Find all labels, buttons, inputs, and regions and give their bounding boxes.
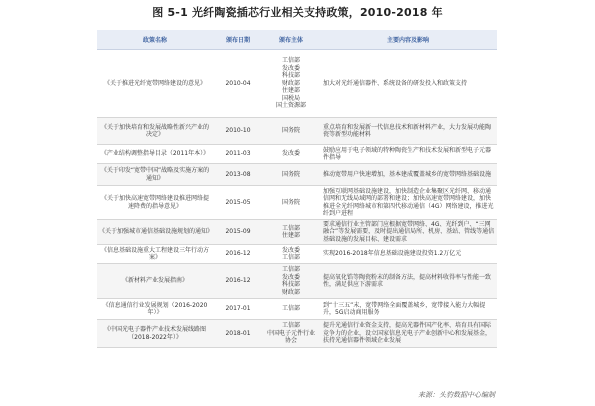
authority-name: 国务院 (281, 198, 300, 206)
header-authority: 颁布主体 (263, 30, 319, 50)
policy-name-cell: 《关于推进光纤宽带网络建设的意见》 (97, 50, 213, 118)
authority-name: 工信部 (281, 305, 300, 313)
policy-name-cell: 《关于印发“宽带中国”战略及实施方案的通知》 (97, 164, 213, 186)
table-row (97, 245, 497, 264)
table-row (97, 186, 497, 220)
date-cell: 2011-03 (213, 145, 263, 164)
authority-name: 科技部 (281, 72, 300, 80)
content-cell: 鼓励应用于电子领域的特种陶瓷生产和技术发展和新型电子元器件指导 (319, 145, 497, 164)
authority-name: 国务院 (281, 170, 300, 178)
policy-name-cell: 《信息基础设施重大工程建设三年行动方案》 (97, 245, 213, 264)
figure-title: 图 5-1 光纤陶瓷插芯行业相关支持政策，2010-2018 年 (152, 6, 443, 19)
content-cell: 加大对光纤通信器件、系统设备的研发投入和政策支持 (319, 50, 497, 118)
authority-cell (263, 245, 319, 264)
authority-cell (263, 118, 319, 145)
content-cell: 加强互联网基础设施建设，加快制造企业集聚区光纤网、移动通信网和无线局域网的部署和建设；加快高速宽带网络建设，加快推进全光纤网络城市和第四代移动通信（4G）网络建设，推进光纤到户进程 (319, 186, 497, 220)
policy-name-cell: 《新材料产业发展指南》 (97, 264, 213, 299)
authority-name: 中国电子元件行业协会 (266, 329, 315, 345)
authority-name: 国税局 (281, 94, 300, 102)
date-cell: 2010-04 (213, 50, 263, 118)
content-cell: 提升光通信行业资金支持，提高光器件国产化率、培育具有国际竞争力的企业，设立国家信息光电子产业创新中心和发展基金，扶持光通信器件领域企业发展 (319, 320, 497, 348)
authority-cell (263, 145, 319, 164)
authority-name: 住建部 (281, 87, 300, 95)
authority-name: 住建部 (281, 232, 300, 239)
authority-cell (263, 264, 319, 299)
authority-name: 工信部 (281, 322, 300, 330)
table-header-row (97, 30, 497, 50)
authority-name: 工信部 (281, 224, 300, 232)
table-row (97, 220, 497, 245)
header-policy-name: 政策名称 (97, 30, 213, 50)
authority-name: 财政部 (281, 288, 300, 296)
table-row (97, 50, 497, 118)
content-cell: 要求通信行业主管部门应根据宽带网络、4G、光纤到户、“三网融合”等发展需要，及时提出通信局所、机房、基站、管线等通信基础设施的发展目标、建设需求 (319, 220, 497, 245)
table-row (97, 164, 497, 186)
authority-cell (263, 320, 319, 348)
policy-name-cell: 《产业结构调整指导目录（2011年本）》 (97, 145, 213, 164)
table-row (97, 299, 497, 320)
policy-name-cell: 《关于加快培育和发展战略性新兴产业的决定》 (97, 118, 213, 145)
content-cell: 到“十三五”末，宽带网络全面覆盖城乡，宽带接入能力大幅提升，5G启动商用服务 (319, 299, 497, 320)
source-note: 来源：头豹数据中心编制 (418, 391, 495, 399)
authority-name: 发改委 (281, 273, 300, 281)
date-cell: 2015-05 (213, 186, 263, 220)
table-row (97, 320, 497, 348)
header-content: 主要内容及影响 (319, 30, 497, 50)
table-row (97, 264, 497, 299)
authority-cell (263, 299, 319, 320)
date-cell: 2013-08 (213, 164, 263, 186)
policy-table (97, 30, 497, 348)
header-date: 颁布日期 (213, 30, 263, 50)
content-cell: 推动宽带用户快速增加，基本建成覆盖城乡的宽带网络基础设施 (319, 164, 497, 186)
policy-name-cell: 《关于加快高速宽带网络建设推进网络提速降费的指导意见》 (97, 186, 213, 220)
authority-name: 国务院 (281, 127, 300, 135)
date-cell: 2016-12 (213, 264, 263, 299)
content-cell: 重点培育和发展新一代信息技术和新材料产业，大力发展功能陶瓷等新型功能材料 (319, 118, 497, 145)
authority-cell (263, 50, 319, 118)
authority-name: 财政部 (281, 79, 300, 87)
policy-name-cell: 《中国光电子器件产业技术发展线路图（2018-2022年）》 (97, 320, 213, 348)
authority-name: 国土资源部 (275, 102, 306, 110)
table-row (97, 145, 497, 164)
table-row (97, 118, 497, 145)
date-cell: 2016-12 (213, 245, 263, 264)
authority-name: 工信部 (281, 266, 300, 273)
authority-cell (263, 164, 319, 186)
date-cell: 2017-01 (213, 299, 263, 320)
authority-name: 科技部 (281, 281, 300, 288)
authority-cell (263, 186, 319, 220)
authority-name: 工信部 (281, 254, 300, 261)
date-cell: 2010-10 (213, 118, 263, 145)
authority-name: 发改委 (281, 246, 300, 254)
content-cell: 提高氧化锆等陶瓷粉末的制备方法，提高材料收得率与性能一致性，满足供应下游需求 (319, 264, 497, 299)
date-cell: 2015-09 (213, 220, 263, 245)
authority-name: 工信部 (281, 57, 300, 65)
date-cell: 2018-01 (213, 320, 263, 348)
policy-name-cell: 《信息通信行业发展规划（2016-2020年）》 (97, 299, 213, 320)
content-cell: 实现2016-2018年信息基础设施建设投资1.2万亿元 (319, 245, 497, 264)
policy-name-cell: 《关于加强城市通信基础设施规划的通知》 (97, 220, 213, 245)
authority-cell (263, 220, 319, 245)
authority-name: 发改委 (281, 150, 300, 158)
authority-name: 发改委 (281, 64, 300, 72)
